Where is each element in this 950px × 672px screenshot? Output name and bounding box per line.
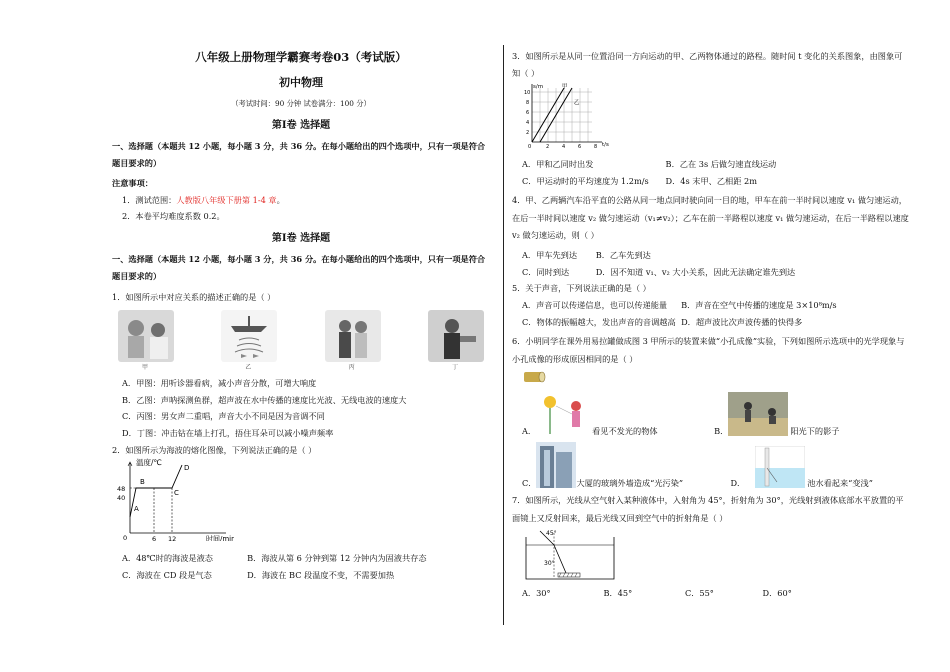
q5-option-b: B．声音在空气中传播的速度是 3×10⁸m/s [681,300,837,311]
q2-option-b: B．海波从第 6 分钟到第 12 分钟内为固液共存态 [247,552,427,563]
right-column [512,48,910,598]
q3-xtick-6: 6 [578,144,582,151]
q7-container [526,537,614,579]
q5-option-d: D．超声波比次声波传播的快得多 [681,316,803,327]
q3-series-yi: 乙 [574,100,580,107]
q2-ytick-40: 40 [117,494,126,503]
q1-option-c: C．丙图：男女声二重唱，声音大小不同是因为音调不同 [122,411,325,422]
page-subtitle: 初中物理 [279,75,323,89]
q5-stem: 5．关于声音，下列说法正确的是（ ） [512,283,651,294]
q2-option-a: A．48℃时的海波是液态 [122,552,213,563]
q2-ylabel: 温度/℃ [136,458,162,468]
page-title: 八年级上册物理学霸赛考卷03（考试版） [195,50,407,64]
q1-photo-sonar [221,310,277,362]
q2-option-d: D．海波在 BC 段温度不变，不需要加热 [247,569,395,580]
note-1-prefix: 1．测试范围： [122,194,177,205]
q6-label-b: B． [714,425,729,436]
q4-option-c: C．同时到达 [522,266,570,277]
q4-stem: 4．甲、乙两辆汽车沿平直的公路从同一地点同时驶向同一目的地，甲车在前一半时间以速度 v₁ 做匀速运动，在后一半时间以速度 v₂ 做匀速运动（v₁≠v₂）；乙车在前一半路程以速度 v₁ 做匀速运动，在后一半路程以速度 v₂ 做匀速运动，则（ ） [512,195,909,240]
q1-photo-stethoscope [118,310,174,362]
q1-stem: 1．如图所示中对应关系的描述正确的是（ ） [112,291,276,302]
q4-option-a: A．甲车先到达 [522,250,578,261]
q6-image-a [536,392,596,436]
q1-photos [112,310,490,362]
q6-text-b: 阳光下的影子 [790,425,840,436]
q2-point-b: B [140,478,145,487]
exam-info: （考试时间：90 分钟 试卷满分：100 分） [231,99,371,109]
section-heading-1: 第Ⅰ卷 选择题 [271,119,331,131]
q5-option-a: A．声音可以传递信息，也可以传递能量 [522,300,668,311]
note-1-suffix: 。 [276,194,285,205]
q6-label-c: C． [522,477,537,488]
section-instruction-2: 一、选择题（本题共 12 小题，每小题 3 分，共 36 分。在每小题给出的四个选项中，只有一项是符合题目要求的） [112,254,486,282]
q3-ylabel: s/m [533,84,544,91]
q7-light-diagram [522,527,622,583]
q3-ytick-8: 8 [526,100,530,107]
q1-photo-drill [428,310,484,362]
q7-angle-refr: 30° [544,559,555,567]
q6-text-a: 看见不发光的物体 [592,425,658,436]
q7-option-a: A．30° [522,587,551,598]
q7-options [512,588,910,599]
q3-ytick-10: 10 [524,90,531,97]
q1-caption-c: 丙 [348,364,355,372]
q4-options [512,244,910,277]
q1-caption-d: 丁 [451,364,458,372]
q1-option-d: D．丁图：冲击钻在墙上打孔，捂住耳朵可以减小噪声频率 [122,427,334,438]
q3-xtick-8: 8 [594,144,598,151]
q6-label-d: D． [730,477,746,488]
q1-photo-duet [325,310,381,362]
q1-option-a: A．甲图：用听诊器看病，减小声音分散，可增大响度 [122,378,317,389]
q2-xlabel: 时间/min [206,535,234,542]
section-heading-2: 第Ⅰ卷 选择题 [271,233,331,245]
q3-series-jia: 甲 [562,84,568,91]
q3-xtick-2: 2 [546,144,550,151]
q1-captions [112,364,490,372]
q3-xtick-4: 4 [562,144,566,151]
q6-row-cd [512,440,910,488]
q6-stem: 6．小明同学在课外用易拉罐做成图 3 甲所示的装置来做“小孔成像”实验，下列如图所示选项中的光学现象与小孔成像的形成原因相同的是（ ） [512,336,905,364]
q6-image-d [755,446,805,488]
q2-xtick-12: 12 [168,535,177,542]
q3-xtick-0: 0 [528,144,532,151]
q3-options [512,153,910,186]
left-column [112,48,490,580]
q3-stem: 3．如图所示是从同一位置沿同一方向运动的甲、乙两物体通过的路程。随时间 t 变化的关系图象，由图象可知（ ） [512,51,903,79]
q6-row-ab [512,390,910,436]
q2-point-a: A [134,505,139,514]
note-2: 2．本卷平均难度系数 0.2。 [122,211,225,222]
q4-option-b: B．乙车先到达 [595,250,651,261]
q1-caption-b: 乙 [245,364,252,372]
q6-image-b [728,392,788,436]
q7-option-c: C．55° [684,587,714,598]
q7-refracted-ray [554,545,566,573]
q6-can-image [522,368,546,386]
q1-option-b: B．乙图：声呐探测鱼群，超声波在水中传播的速度比光波、无线电波的速度大 [122,394,407,405]
q2-xtick-6: 6 [152,535,157,542]
q1-caption-a: 甲 [142,364,149,372]
q2-xtick-0: 0 [123,534,128,542]
q6-label-a: A． [522,425,537,436]
q3-grid [532,88,592,142]
q3-xlabel: t/s [602,142,609,149]
q3-ytick-2: 2 [526,130,530,137]
q7-option-d: D．60° [762,587,792,598]
q5-option-c: C．物体的振幅越大，发出声音的音调越高 [522,316,676,327]
q7-angle-in: 45° [546,529,557,537]
q6-text-d: 池水看起来“变浅” [807,477,873,488]
q3-st-graph [518,82,618,150]
q3-option-c: C．甲运动时的平均速度为 1.2m/s [522,175,649,186]
note-1 [112,195,490,206]
q5-options [512,294,910,327]
q3-option-a: A．甲和乙同时出发 [522,159,594,170]
q2-point-c: C [174,489,179,498]
q4-option-d: D．因不知道 v₁、v₂ 大小关系，因此无法确定谁先到达 [595,266,796,277]
q6-image-c [536,442,576,488]
q3-ytick-4: 4 [526,120,530,127]
note-1-range: 人教版八年级下册第 1-4 章 [176,194,277,205]
q6-text-c: 大厦的玻璃外墙造成“光污染” [576,477,684,488]
q3-option-b: B．乙在 3s 后做匀速直线运动 [665,159,777,170]
column-divider [503,45,504,625]
q2-options [112,547,490,580]
q7-option-b: B．45° [603,587,633,598]
q7-stem: 7．如图所示，光线从空气射入某种液体中，入射角为 45°，折射角为 30°，光线射到液体底部水平放置的平面镜上又反射回来，最后光线又回到空气中的折射角是（ ） [512,495,904,523]
q2-ytick-48: 48 [117,485,126,494]
q3-ytick-6: 6 [526,110,530,117]
q2-stem: 2．如图所示为海波的熔化图像，下列说法正确的是（ ） [112,444,317,455]
q3-option-d: D．4s 末甲、乙相距 2m [665,175,758,186]
notes-title: 注意事项： [112,178,153,189]
q2-option-c: C．海波在 CD 段是气态 [122,569,212,580]
q2-melting-graph [114,457,234,541]
section-instruction-1: 一、选择题（本题共 12 小题，每小题 3 分，共 36 分。在每小题给出的四个选项中，只有一项是符合题目要求的） [112,140,486,168]
q2-point-d: D [184,464,190,473]
